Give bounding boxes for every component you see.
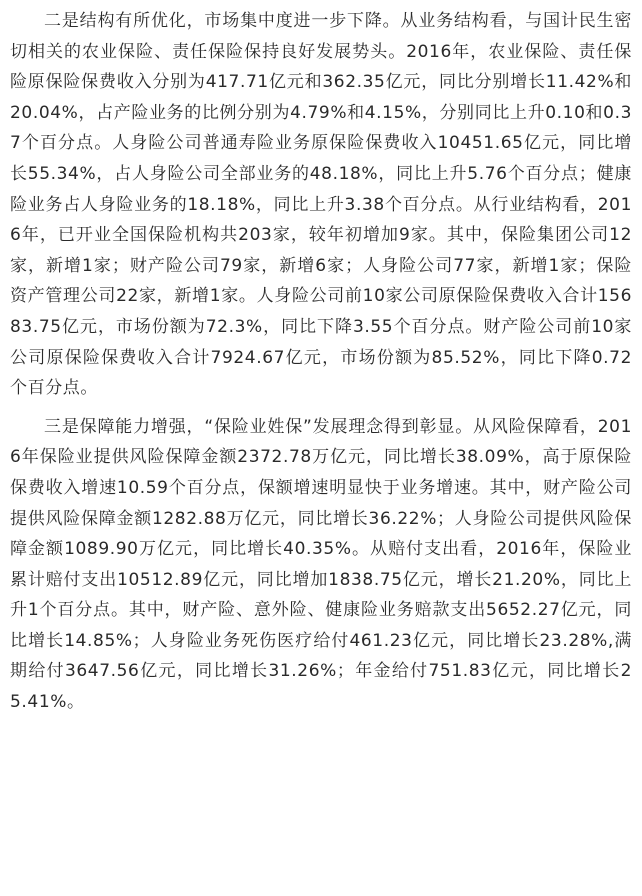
paragraph-structure-optimization: 二是结构有所优化，市场集中度进一步下降。从业务结构看，与国计民生密切相关的农业保险、责任保险保持良好发展势头。2016年，农业保险、责任保险原保险保费收入分别为417.71亿元和362.35亿元，同比分别增长11.42%和20.04%，占产险业务的比例分别为4.79%和4.15%，分别同比上升0.10和0.37个百分点。人身险公司普通寿险业务原保险保费收入10451.65亿元，同比增长55.34%，占人身险公司全部业务的48.18%，同比上升5.76个百分点；健康险业务占人身险业务的18.18%，同比上升3.38个百分点。从行业结构看，2016年，已开业全国保险机构共203家，较年初增加9家。其中，保险集团公司12家，新增1家；财产险公司79家，新增6家；人身险公司77家，新增1家；保险资产管理公司22家，新增1家。人身险公司前10家公司原保险保费收入合计15683.75亿元，市场份额为72.3%，同比下降3.55个百分点。财产险公司前10家公司原保险保费收入合计7924.67亿元，市场份额为85.52%，同比下降0.72个百分点。: [10, 11, 632, 399]
paragraph-protection-capacity: 三是保障能力增强，“保险业姓保”发展理念得到彰显。从风险保障看，2016年保险业提供风险保障金额2372.78万亿元，同比增长38.09%，高于原保险保费收入增速10.59个百分点，保额增速明显快于业务增速。其中，财产险公司提供风险保障金额1282.88万亿元，同比增长36.22%；人身险公司提供风险保障金额1089.90万亿元，同比增长40.35%。从赔付支出看，2016年，保险业累计赔付支出10512.89亿元，同比增加1838.75亿元，增长21.20%，同比上升1个百分点。其中，财产险、意外险、健康险业务赔款支出5652.27亿元，同比增长14.85%；人身险业务死伤医疗给付461.23亿元，同比增长23.28%,满期给付3647.56亿元，同比增长31.26%；年金给付751.83亿元，同比增长25.41%。: [10, 416, 632, 713]
